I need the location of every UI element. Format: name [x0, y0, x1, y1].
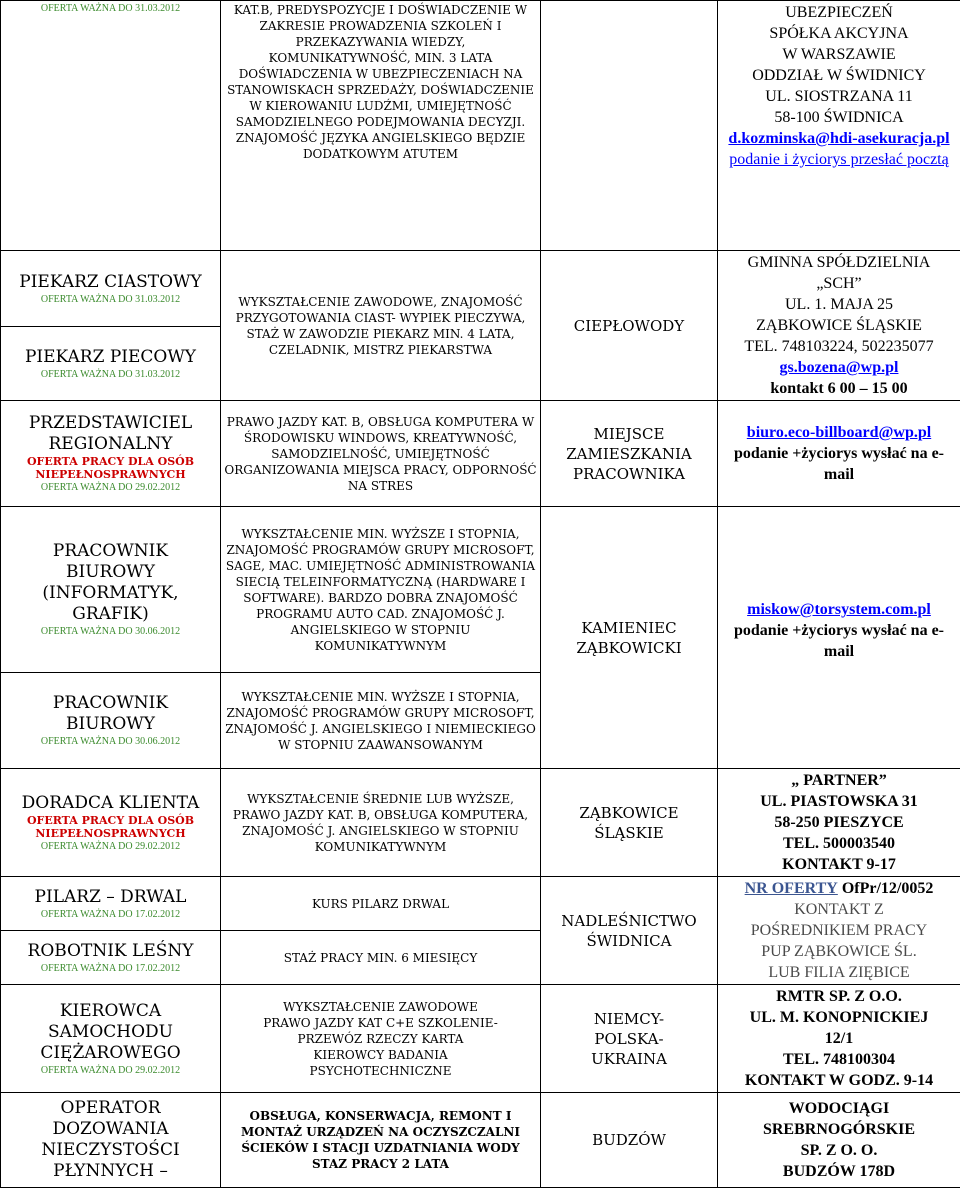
location-cell: [541, 251, 718, 401]
requirements-extra: ZNAJOMOŚĆ JĘZYKA ANGIELSKIEGO BĘDZIE DODATKOWYM ATUTEM: [224, 130, 537, 162]
employer-cell: [718, 507, 960, 769]
position-title: PIEKARZ CIASTOWY: [4, 272, 217, 293]
employer-cell: [718, 769, 960, 877]
disabled-offer-label: OFERTA PRACY DLA OSÓB NIEPEŁNOSPRAWNYCH: [4, 814, 217, 840]
employer-cell: [718, 1, 960, 251]
location-text: BUDZÓW: [592, 1131, 666, 1149]
position-title: PIEKARZ PIECOWY: [4, 347, 217, 368]
employer-cell: [718, 401, 960, 507]
location-text: MIEJSCE ZAMIESZKANIA PRACOWNIKA: [566, 425, 692, 483]
requirements-text: WYKSZTAŁCENIE MIN. WYŻSZE I STOPNIA, ZNAJOMOŚĆ PROGRAMÓW GRUPY MICROSOFT, ZNAJOMOŚĆ J. ANGIELSKIEGO I NIEMIECKIEGO W STOPNIU ZAAWANSOWANYM: [225, 690, 536, 752]
position-title: PŁYNNYCH –: [4, 1161, 217, 1182]
requirements-text: OBSŁUGA, KONSERWACJA, REMONT I MONTAŻ URZĄDZEŃ NA OCZYSZCZALNI ŚCIEKÓW I STACJI UZDATNIANIA WODY STAZ PRACY 2 LATA: [241, 1109, 520, 1171]
location-text: ZĄBKOWICE ŚLĄSKIE: [579, 804, 678, 842]
table-row: [1, 769, 960, 877]
location-cell: [541, 507, 718, 769]
offer-valid: OFERTA WAŻNA DO 30.06.2012: [4, 625, 217, 638]
employer-line: KONTAKT W GODZ. 9-14: [721, 1070, 957, 1091]
requirements-cell: [221, 931, 541, 985]
table-row: [1, 1093, 960, 1188]
employer-line: „ PARTNER”: [721, 770, 957, 791]
employer-cell: [718, 251, 960, 401]
email-link[interactable]: biuro.eco-billboard@wp.pl: [721, 422, 957, 443]
offer-valid: OFERTA WAŻNA DO 30.06.2012: [4, 735, 217, 748]
contact-line: LUB FILIA ZIĘBICE: [721, 962, 957, 983]
position-cell: [1, 673, 221, 769]
location-cell: [541, 985, 718, 1093]
employer-line: SP. Z O. O.: [721, 1140, 957, 1161]
requirements-text: KURS PILARZ DRWAL: [312, 897, 449, 911]
application-note: podanie +życiorys wysłać na e-mail: [721, 620, 957, 662]
employer-line: TEL. 748103224, 502235077: [721, 336, 957, 357]
location-text: NIEMCY-POLSKA-UKRAINA: [591, 1010, 667, 1068]
employer-line: ODDZIAŁ W ŚWIDNICY: [721, 65, 957, 86]
position-cell: [1, 769, 221, 877]
position-cell: [1, 251, 221, 327]
employer-line: „SCH”: [721, 273, 957, 294]
position-title: OPERATOR: [4, 1098, 217, 1119]
offer-valid: OFERTA WAŻNA DO 31.03.2012: [4, 293, 217, 306]
position-title: REGIONALNY: [4, 434, 217, 455]
position-cell: [1, 327, 221, 401]
employer-cell: [718, 1093, 960, 1188]
position-title: PILARZ – DRWAL: [4, 887, 217, 908]
table-row: [1, 251, 960, 327]
offer-number: [721, 878, 957, 899]
requirements-cell: [221, 769, 541, 877]
contact-line: PUP ZĄBKOWICE ŚL.: [721, 941, 957, 962]
location-cell: [541, 401, 718, 507]
disabled-offer-label: OFERTA PRACY DLA OSÓB NIEPEŁNOSPRAWNYCH: [4, 455, 217, 481]
contact-line: POŚREDNIKIEM PRACY: [721, 920, 957, 941]
position-title: PRACOWNIK: [4, 541, 217, 562]
offer-number-value: OfPr/12/0052: [842, 880, 934, 897]
offer-valid: OFERTA WAŻNA DO 29.02.2012: [4, 840, 217, 853]
position-cell: [1, 507, 221, 673]
requirements-text: PRAWO JAZDY KAT. B, OBSŁUGA KOMPUTERA W ŚRODOWISKU WINDOWS, KREATYWNOŚĆ, SAMODZIELNOŚĆ, UMIEJĘTNOŚĆ ORGANIZOWANIA MIEJSCA PRACY, ODPORNOŚĆ NA STRES: [224, 415, 536, 493]
position-title: BIUROWY: [4, 562, 217, 583]
requirements-cell: [221, 1, 541, 251]
employer-line: TEL. 500003540: [721, 833, 957, 854]
position-title: CIĘŻAROWEGO: [4, 1043, 217, 1064]
requirements-cell: [221, 401, 541, 507]
requirements-cell: [221, 673, 541, 769]
employer-cell: [718, 985, 960, 1093]
requirements-text: WYKSZTAŁCENIE MIN. WYŻSZE I STOPNIA, ZNAJOMOŚĆ PROGRAMÓW GRUPY MICROSOFT, SAGE, MAC. UMIEJĘTNOŚĆ ADMINISTROWANIA SIECIĄ TELEINFORMATYCZNĄ (HARDWARE I SOFTWARE). BARDZO DOBRA ZNAJOMOŚĆ PROGRAMU AUTO CAD. ZNAJOMOŚĆ J. ANGIELSKIEGO W STOPNIU KOMUNIKATYWNYM: [226, 527, 535, 653]
position-title: NIECZYSTOŚCI: [4, 1140, 217, 1161]
employer-line: BUDZÓW 178D: [721, 1161, 957, 1182]
table-row: [1, 507, 960, 673]
position-cell: [1, 401, 221, 507]
position-title: PRACOWNIK: [4, 693, 217, 714]
position-title: ROBOTNIK LEŚNY: [4, 941, 217, 962]
application-note: podanie +życiorys wysłać na e-mail: [721, 443, 957, 485]
contact-line: KONTAKT Z: [721, 899, 957, 920]
position-title: PRZEDSTAWICIEL: [4, 413, 217, 434]
application-note: podanie i życiorys przesłać pocztą: [721, 149, 957, 170]
employer-line: W WARSZAWIE: [721, 44, 957, 65]
employer-line: 58-100 ŚWIDNICA: [721, 107, 957, 128]
employer-line: 58-250 PIESZYCE: [721, 812, 957, 833]
position-title: SAMOCHODU: [4, 1022, 217, 1043]
requirements-cell: [221, 1093, 541, 1188]
position-cell: [1, 877, 221, 931]
email-link[interactable]: d.kozminska@hdi-asekuracja.pl: [721, 128, 957, 149]
location-cell: [541, 1, 718, 251]
offer-number-label: NR OFERTY: [745, 880, 838, 897]
location-cell: [541, 769, 718, 877]
employer-line: KONTAKT 9-17: [721, 854, 957, 875]
position-title: GRAFIK): [4, 604, 217, 625]
table-row: [1, 985, 960, 1093]
position-title: KIEROWCA: [4, 1001, 217, 1022]
position-title: DOZOWANIA: [4, 1119, 217, 1140]
requirements-text: STAŻ PRACY MIN. 6 MIESIĘCY: [284, 951, 478, 965]
offer-valid: OFERTA WAŻNA DO 17.02.2012: [4, 962, 217, 975]
employer-line: TEL. 748100304: [721, 1049, 957, 1070]
requirements-text: WYKSZTAŁCENIE ZAWODOWE PRAWO JAZDY KAT C+E SZKOLENIE- PRZEWÓZ RZECZY KARTA KIEROWCY BADANIA PSYCHOTECHNICZNE: [263, 1000, 498, 1078]
requirements-text: WYKSZTAŁCENIE ZAWODOWE, ZNAJOMOŚĆ PRZYGOTOWANIA CIAST- WYPIEK PIECZYWA, STAŻ W ZAWODZIE PIEKARZ MIN. 4 LATA, CZELADNIK, MISTRZ PIEKARSTWA: [236, 295, 526, 357]
contact-hours: kontakt 6 00 – 15 00: [721, 378, 957, 399]
employer-line: UL. M. KONOPNICKIEJ: [721, 1007, 957, 1028]
employer-line: SREBRNOGÓRSKIE: [721, 1119, 957, 1140]
location-text: NADLEŚNICTWO ŚWIDNICA: [561, 912, 696, 950]
position-cell: [1, 1, 221, 251]
table-row: [1, 1, 960, 251]
requirements-cell: [221, 877, 541, 931]
position-title: DORADCA KLIENTA: [4, 793, 217, 814]
requirements-cell: [221, 985, 541, 1093]
employer-line: ZĄBKOWICE ŚLĄSKIE: [721, 315, 957, 336]
offer-valid: OFERTA WAŻNA DO 29.02.2012: [4, 1064, 217, 1077]
position-title: (INFORMATYK,: [4, 583, 217, 604]
location-text: CIEPŁOWODY: [574, 317, 684, 335]
position-cell: [1, 985, 221, 1093]
employer-line: UL. PIASTOWSKA 31: [721, 791, 957, 812]
offer-valid: OFERTA WAŻNA DO 31.03.2012: [4, 368, 217, 381]
requirements-text: WYKSZTAŁCENIE ŚREDNIE LUB WYŻSZE, PRAWO JAZDY KAT. B, OBSŁUGA KOMPUTERA, ZNAJOMOŚĆ J. ANGIELSKIEGO W STOPNIU KOMUNIKATYWNYM: [233, 792, 528, 854]
position-title: BIUROWY: [4, 714, 217, 735]
employer-line: SPÓŁKA AKCYJNA: [721, 23, 957, 44]
employer-line: UBEZPIECZEŃ: [721, 2, 957, 23]
requirements-cell: [221, 251, 541, 401]
offer-valid: OFERTA WAŻNA DO 29.02.2012: [4, 481, 217, 494]
employer-line: UL. 1. MAJA 25: [721, 294, 957, 315]
table-row: [1, 401, 960, 507]
location-text: KAMIENIEC ZĄBKOWICKI: [576, 619, 681, 657]
position-cell: [1, 931, 221, 985]
employer-line: 12/1: [721, 1028, 957, 1049]
employer-line: UL. SIOSTRZANA 11: [721, 86, 957, 107]
employer-cell: [718, 877, 960, 985]
employer-line: GMINNA SPÓŁDZIELNIA: [721, 252, 957, 273]
location-cell: [541, 1093, 718, 1188]
offer-valid: OFERTA WAŻNA DO 17.02.2012: [4, 908, 217, 921]
table-row: [1, 877, 960, 931]
employer-line: WODOCIĄGI: [721, 1098, 957, 1119]
email-link[interactable]: gs.bozena@wp.pl: [721, 357, 957, 378]
email-link[interactable]: miskow@torsystem.com.pl: [721, 599, 957, 620]
employer-line: RMTR SP. Z O.O.: [721, 986, 957, 1007]
position-cell: [1, 1093, 221, 1188]
requirements-cell: [221, 507, 541, 673]
location-cell: [541, 877, 718, 985]
requirements-text: KAT.B, PREDYSPOZYCJE I DOŚWIADCZENIE W ZAKRESIE PROWADZENIA SZKOLEŃ I PRZEKAZYWANIA WIEDZY, KOMUNIKATYWNOŚĆ, MIN. 3 LATA DOŚWIADCZENIA W UBEZPIECZENIACH NA STANOWISKACH SPRZEDAŻY, DOŚWIADCZENIE W KIEROWANIU LUDŹMI, UMIEJĘTNOŚĆ SAMODZIELNEGO PODEJMOWANIA DECYZJI.: [227, 3, 534, 129]
offer-valid: OFERTA WAŻNA DO 31.03.2012: [4, 2, 217, 15]
